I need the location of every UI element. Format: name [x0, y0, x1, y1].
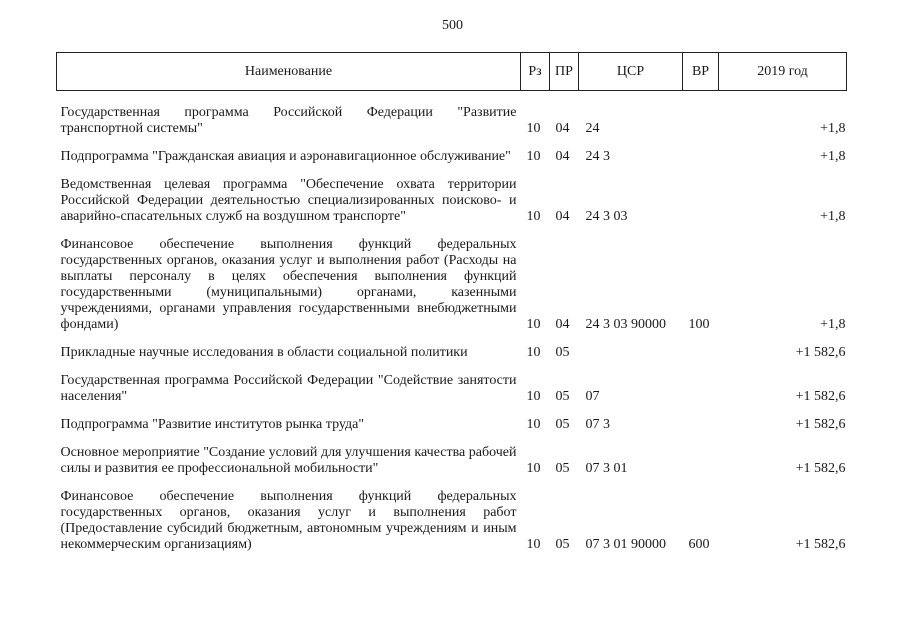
page-number: 500: [442, 18, 463, 33]
row-amount: +1 582,6: [795, 345, 846, 360]
row-amount: +1 582,6: [795, 461, 846, 476]
table-row: [57, 99, 847, 143]
row-name: Государственная программа Российской Федерации "Содействие занятости населения": [60, 373, 517, 404]
row-pr: 04: [555, 149, 570, 164]
row-pr: 05: [555, 461, 570, 476]
header-csr: ЦСР: [579, 53, 683, 91]
row-amount: +1,8: [820, 121, 846, 136]
row-csr: [579, 339, 683, 367]
row-amount: +1,8: [820, 149, 846, 164]
row-name: Финансовое обеспечение выполнения функций федеральных государственных органов, оказания услуг и выполнения работ (Расходы на выплаты персоналу в целях обеспечения выполнения функций государственными (муниципальными) органами, казенными учреждениями, органами управления государственными внебюджетными фондами): [60, 237, 517, 332]
row-pr: 05: [555, 537, 570, 552]
table-row: [57, 411, 847, 439]
row-vr: [683, 439, 719, 483]
table-row: [57, 231, 847, 339]
row-pr: 05: [555, 417, 570, 432]
table-row: [57, 339, 847, 367]
row-name: Финансовое обеспечение выполнения функций федеральных государственных органов, оказания услуг и выполнения работ (Предоставление субсидий бюджетным, автономным учреждениям и иным некоммерческим организациям): [60, 489, 517, 552]
row-name: Ведомственная целевая программа "Обеспечение охвата территории Российской Федерации деятельностью специализированных поисково- и аварийно-спасательных служб на воздушном транспорте": [60, 177, 517, 224]
row-vr: [683, 339, 719, 367]
table-row: [57, 483, 847, 559]
row-rz: 10: [526, 149, 541, 164]
row-csr: 07 3 01: [585, 461, 628, 476]
row-vr: [683, 411, 719, 439]
table-row: [57, 143, 847, 171]
row-csr: 24 3 03 90000: [585, 317, 666, 332]
table-row: [57, 171, 847, 231]
row-amount: +1 582,6: [795, 389, 846, 404]
row-vr: 600: [688, 537, 710, 552]
row-rz: 10: [526, 209, 541, 224]
table-body: [57, 91, 847, 560]
row-name: Прикладные научные исследования в области социальной политики: [60, 345, 468, 360]
row-vr: [683, 171, 719, 231]
row-csr: 24 3 03: [585, 209, 628, 224]
row-vr: [683, 367, 719, 411]
row-amount: +1,8: [820, 209, 846, 224]
table-row: [57, 439, 847, 483]
budget-table: [56, 52, 847, 559]
row-rz: 10: [526, 389, 541, 404]
row-pr: 05: [555, 345, 570, 360]
row-rz: 10: [526, 317, 541, 332]
row-csr: 07 3 01 90000: [585, 537, 666, 552]
row-rz: 10: [526, 461, 541, 476]
row-csr: 07 3: [585, 417, 610, 432]
row-csr: 24: [585, 121, 600, 136]
row-amount: +1 582,6: [795, 537, 846, 552]
row-csr: 07: [585, 389, 600, 404]
row-name: Подпрограмма "Развитие институтов рынка труда": [60, 417, 365, 432]
header-year: 2019 год: [719, 53, 847, 91]
row-pr: 04: [555, 121, 570, 136]
row-pr: 05: [555, 389, 570, 404]
row-vr: [683, 99, 719, 143]
header-rz: Рз: [521, 53, 550, 91]
table-row: [57, 367, 847, 411]
row-rz: 10: [526, 537, 541, 552]
header-vr: ВР: [683, 53, 719, 91]
row-rz: 10: [526, 345, 541, 360]
row-amount: +1,8: [820, 317, 846, 332]
row-name: Государственная программа Российской Федерации "Развитие транспортной системы": [60, 105, 517, 136]
row-csr: 24 3: [585, 149, 610, 164]
row-vr: [683, 143, 719, 171]
row-rz: 10: [526, 121, 541, 136]
row-pr: 04: [555, 209, 570, 224]
header-pr: ПР: [550, 53, 579, 91]
row-pr: 04: [555, 317, 570, 332]
row-vr: 100: [688, 317, 710, 332]
row-rz: 10: [526, 417, 541, 432]
row-amount: +1 582,6: [795, 417, 846, 432]
row-name: Подпрограмма "Гражданская авиация и аэронавигационное обслуживание": [60, 149, 511, 164]
header-name: Наименование: [57, 53, 521, 91]
header-row: [57, 53, 847, 91]
row-name: Основное мероприятие "Создание условий для улучшения качества рабочей силы и развития ее профессиональной мобильности": [60, 445, 517, 476]
